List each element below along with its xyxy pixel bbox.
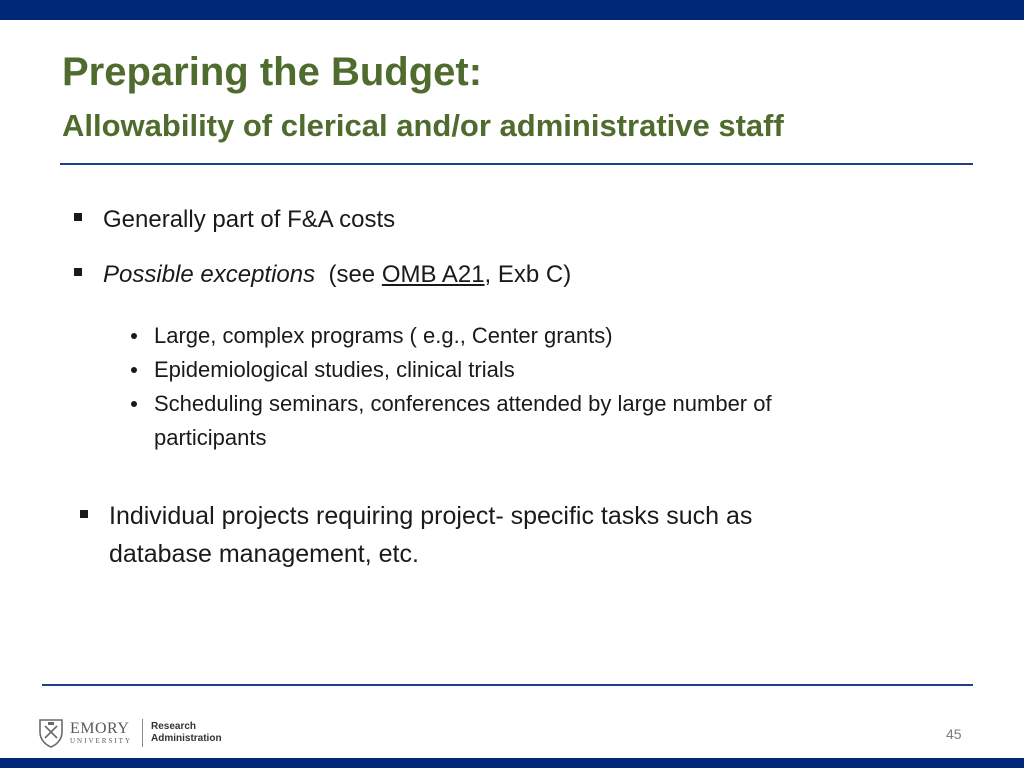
bottom-bar	[0, 758, 1024, 768]
emory-wordmark	[70, 721, 132, 746]
square-bullet-icon	[74, 213, 82, 221]
research-administration-label	[151, 721, 222, 745]
bullet-general-fa: Generally part of F&A costs	[103, 206, 396, 233]
page-number: 45	[946, 726, 962, 742]
emory-shield-icon	[38, 718, 64, 748]
omb-a21-link[interactable]: OMB A21	[381, 261, 485, 288]
bullet-possible-exceptions	[103, 260, 571, 290]
bullet-individual-projects: Individual projects requiring project- specific tasks such as	[109, 502, 753, 530]
footer-divider	[42, 684, 973, 686]
sub-bullet-scheduling: Scheduling seminars, conferences attended by large number of	[154, 391, 772, 416]
emory-logo	[38, 716, 222, 750]
research-word: Research	[151, 721, 197, 732]
exb-c-text: , Exb C)	[484, 261, 572, 288]
top-bar	[0, 0, 1024, 20]
university-name: UNIVERSITY	[70, 736, 132, 745]
square-bullet-icon	[80, 510, 88, 518]
title-divider	[60, 163, 973, 165]
bullet-individual-projects-cont: database management, etc.	[109, 540, 419, 568]
slide-title: Preparing the Budget:	[62, 50, 483, 94]
sub-bullet-epidemiological: Epidemiological studies, clinical trials	[154, 357, 515, 382]
slide-subtitle: Allowability of clerical and/or administrative staff	[62, 108, 784, 143]
emory-name: EMORY	[70, 719, 130, 737]
see-text: (see	[315, 261, 382, 288]
exceptions-italic-text: Possible exceptions	[103, 261, 316, 288]
sub-bullet-large-programs: Large, complex programs ( e.g., Center grants)	[154, 323, 613, 348]
administration-word: Administration	[151, 733, 222, 744]
dot-bullet-icon	[131, 367, 137, 373]
logo-separator	[142, 719, 143, 747]
dot-bullet-icon	[131, 401, 137, 407]
square-bullet-icon	[74, 268, 82, 276]
sub-bullet-scheduling-cont: participants	[154, 425, 267, 450]
dot-bullet-icon	[131, 333, 137, 339]
